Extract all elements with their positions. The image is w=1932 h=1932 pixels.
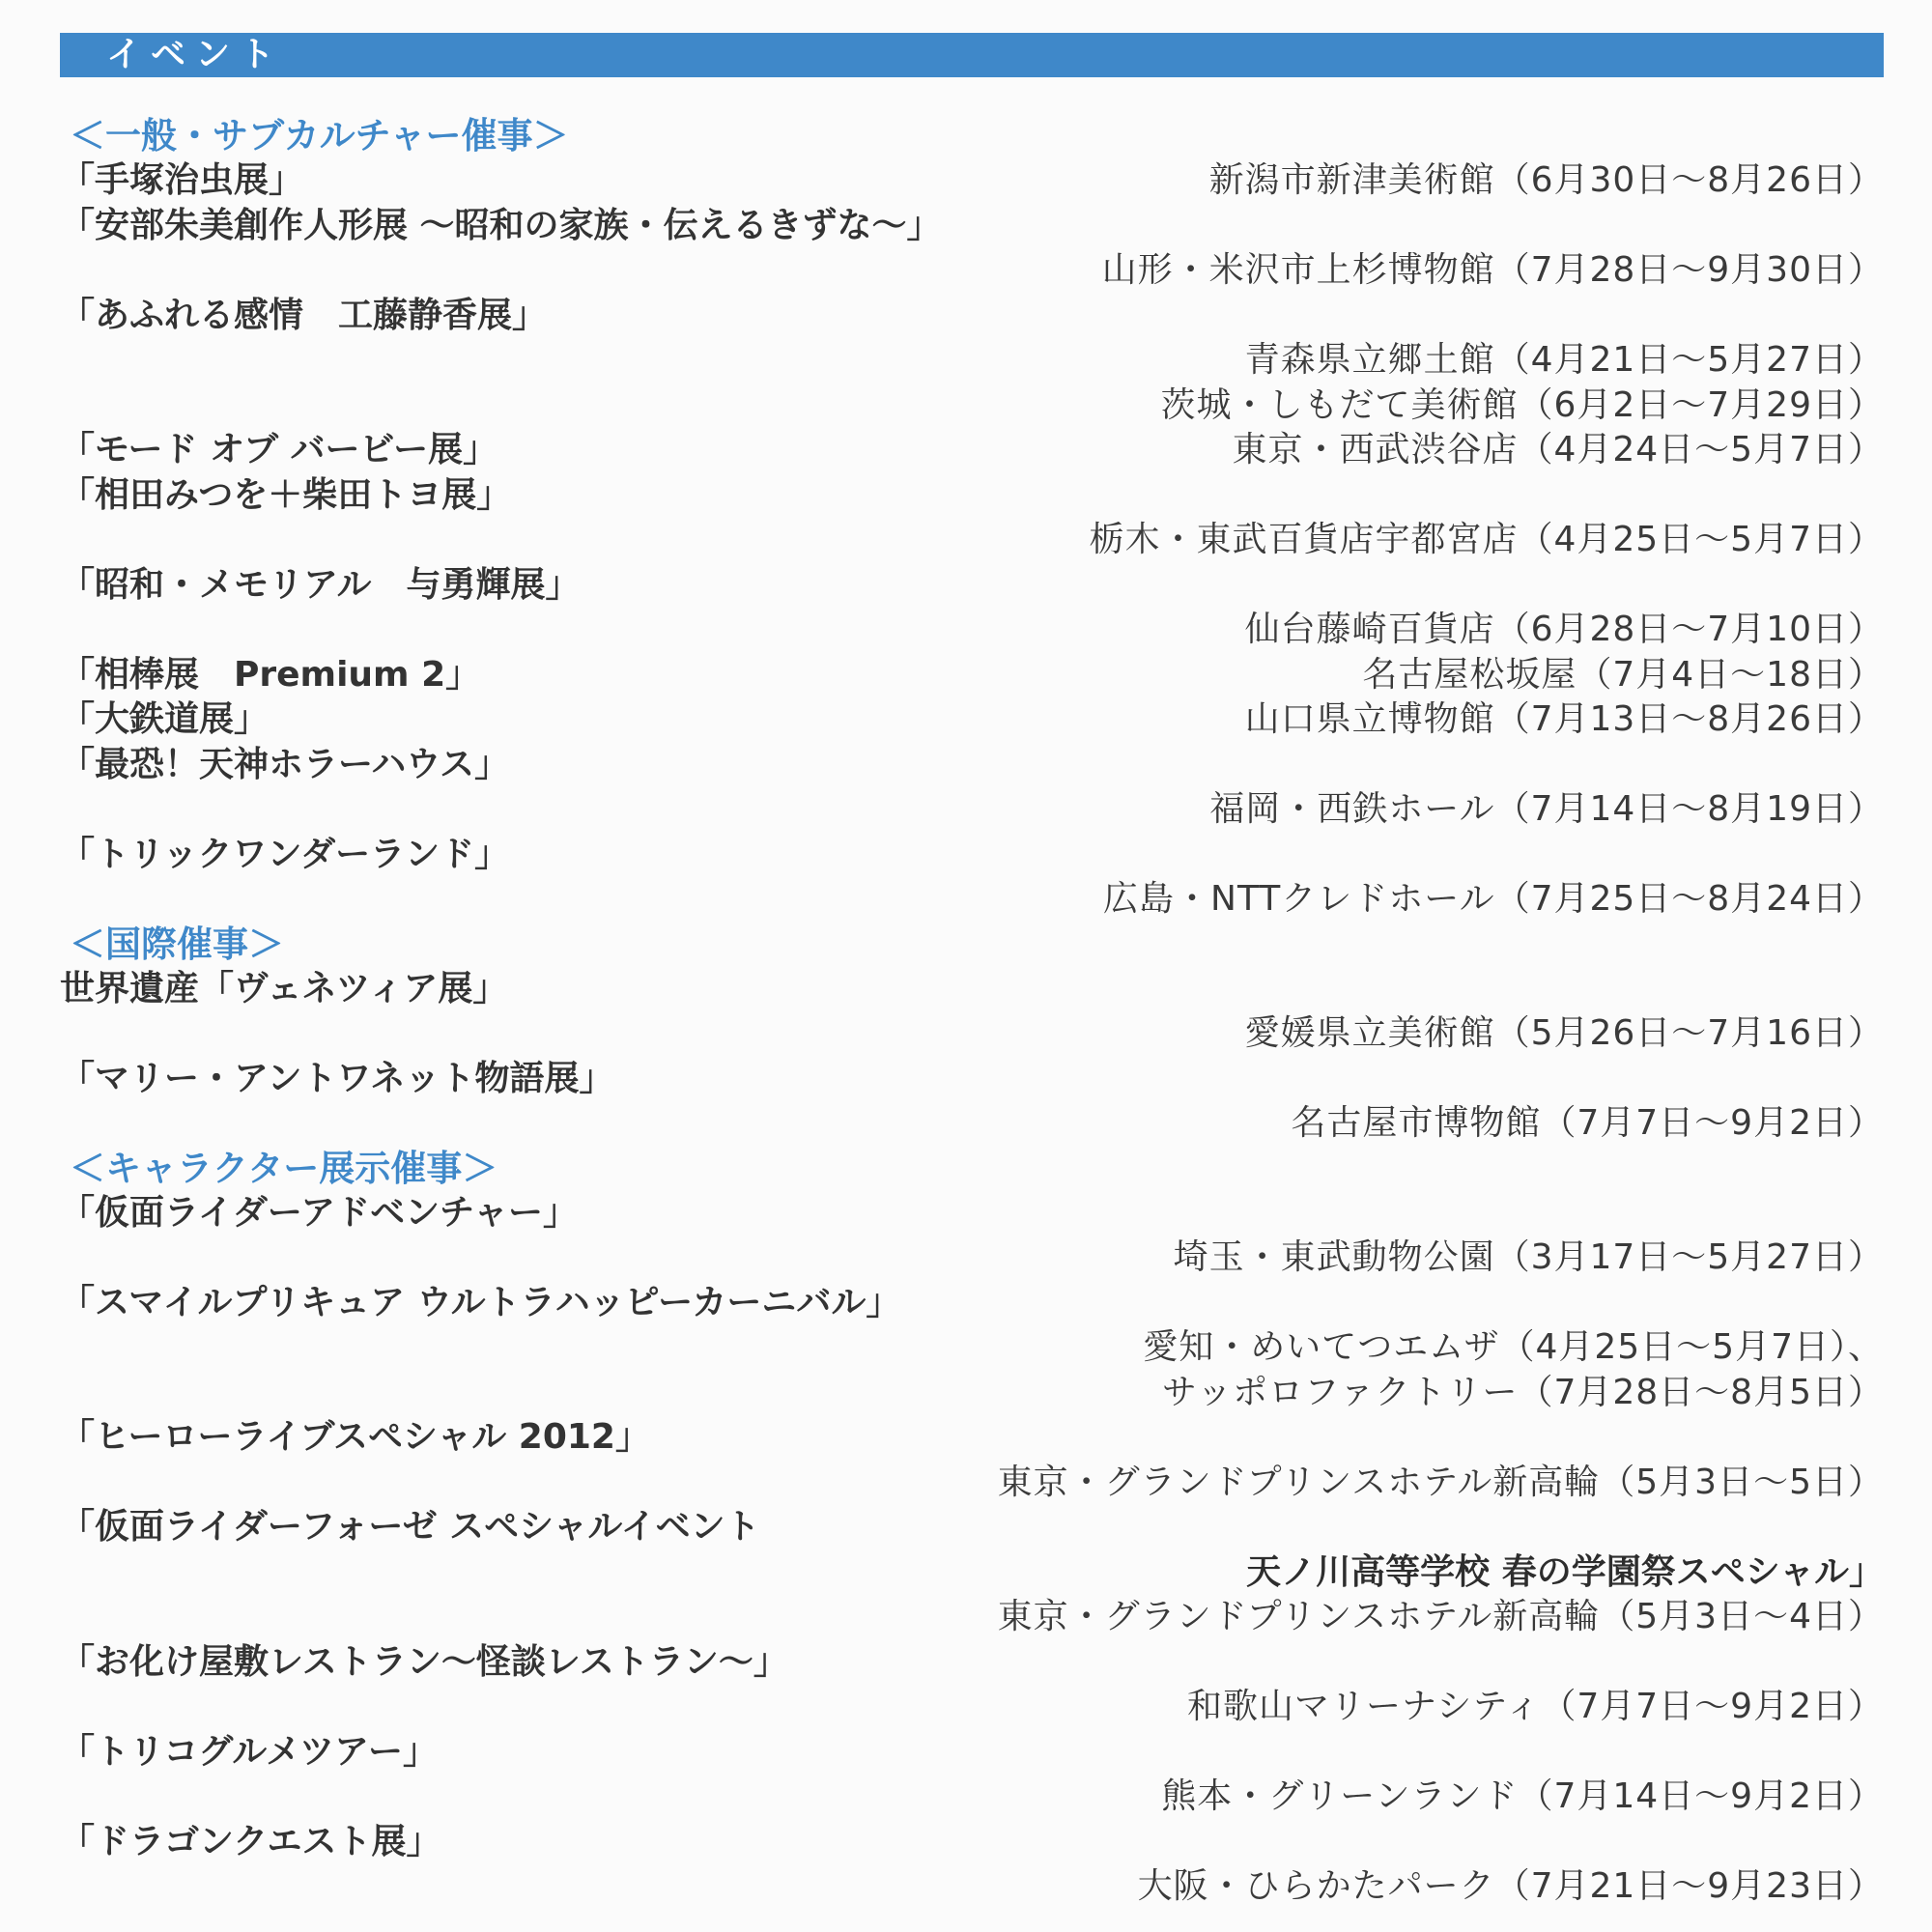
event-title: 「相棒展 Premium 2」 <box>60 654 481 695</box>
event-item <box>60 1281 1884 1416</box>
event-title: 「トリコグルメツアー」 <box>60 1731 438 1772</box>
event-item <box>60 1730 1884 1820</box>
event-item <box>60 697 1884 743</box>
event-item <box>60 1057 1884 1147</box>
event-venue: 東京・グランドプリンスホテル新高輪（5月3日〜4日） <box>997 1597 1884 1636</box>
event-venue: 東京・グランドプリンスホテル新高輪（5月3日〜5日） <box>997 1462 1884 1502</box>
event-title: 「昭和・メモリアル 与勇輝展」 <box>60 564 581 605</box>
event-title: 「モード オブ バービー展」 <box>60 430 498 469</box>
event-venue: 熊本・グリーンランド（7月14日〜9月2日） <box>1161 1776 1884 1816</box>
event-title-row <box>60 1820 1884 1865</box>
event-item <box>60 653 1884 698</box>
event-item <box>60 1820 1884 1910</box>
event-title-row <box>60 833 1884 878</box>
event-venue: 東京・西武渋谷店（4月24日〜5月7日） <box>1232 430 1884 469</box>
event-title: 「仮面ライダーフォーゼ スペシャルイベント <box>60 1507 760 1547</box>
event-item <box>60 563 1884 653</box>
event-item <box>60 1415 1884 1505</box>
event-venue: 愛知・めいてつエムザ（4月25日〜5月7日）、 <box>1143 1327 1884 1367</box>
event-item <box>60 158 1884 204</box>
event-title-continued: 天ノ川高等学校 春の学園祭スペシャル」 <box>1246 1551 1884 1592</box>
event-title-row <box>60 428 1884 473</box>
event-title: 世界遺産「ヴェネツィア展」 <box>60 968 508 1009</box>
event-title-row <box>60 697 1884 743</box>
event-title: 「手塚治虫展」 <box>60 160 304 200</box>
event-title-row <box>60 204 1884 249</box>
event-item <box>60 473 1884 563</box>
event-title: 「安部朱美創作人形展 〜昭和の家族・伝えるきずな〜」 <box>60 205 942 245</box>
event-title: 「お化け屋敷レストラン〜怪談レストラン〜」 <box>60 1641 788 1682</box>
event-venue: 山口県立博物館（7月13日〜8月26日） <box>1244 699 1884 739</box>
header-title: イベント <box>106 35 285 74</box>
event-venue: 和歌山マリーナシティ（7月7日〜9月2日） <box>1186 1687 1884 1726</box>
event-title-row <box>60 1057 1884 1102</box>
event-title: 「ヒーローライブスペシャル 2012」 <box>60 1417 650 1457</box>
section-heading: ＜国際催事＞ <box>70 923 284 965</box>
event-item <box>60 743 1884 833</box>
event-title-row <box>60 473 1884 519</box>
event-item <box>60 294 1884 429</box>
event-title: 「あふれる感情 工藤静香展」 <box>60 295 548 335</box>
event-venue: 栃木・東武百貨店宇都宮店（4月25日〜5月7日） <box>1089 520 1884 559</box>
event-venue: 仙台藤崎百貨店（6月28日〜7月10日） <box>1244 610 1884 649</box>
event-venue: 大阪・ひらかたパーク（7月21日〜9月23日） <box>1137 1866 1884 1906</box>
event-title: 「トリックワンダーランド」 <box>60 834 510 874</box>
event-venue: 青森県立郷土館（4月21日〜5月27日） <box>1244 340 1884 380</box>
event-item <box>60 204 1884 294</box>
event-title: 「ドラゴンクエスト展」 <box>60 1821 441 1861</box>
event-item <box>60 833 1884 923</box>
event-title: 「最恐！天神ホラーハウス」 <box>60 744 510 784</box>
event-title: 「スマイルプリキュア ウルトラハッピーカーニバル」 <box>60 1282 901 1322</box>
event-title-row <box>60 743 1884 788</box>
event-venue: 広島・NTTクレドホール（7月25日〜8月24日） <box>1103 879 1884 919</box>
event-title-row <box>60 1730 1884 1776</box>
event-venue: 名古屋市博物館（7月7日〜9月2日） <box>1291 1103 1884 1143</box>
event-item <box>60 428 1884 473</box>
event-list <box>60 114 1884 1910</box>
event-item <box>60 967 1884 1057</box>
event-venue: 愛媛県立美術館（5月26日〜7月16日） <box>1244 1013 1884 1053</box>
event-venue: 新潟市新津美術館（6月30日〜8月26日） <box>1208 160 1884 200</box>
event-title-row <box>60 967 1884 1012</box>
event-title-row <box>60 158 1884 204</box>
event-item <box>60 1505 1884 1640</box>
event-title-row <box>60 1281 1884 1326</box>
event-venue: 山形・米沢市上杉博物館（7月28日〜9月30日） <box>1101 250 1884 290</box>
event-title-row <box>60 294 1884 339</box>
event-title: 「マリー・アントワネット物語展」 <box>60 1058 614 1098</box>
event-title-row <box>60 1505 1884 1550</box>
event-item <box>60 1191 1884 1281</box>
event-venue: 名古屋松坂屋（7月4日〜18日） <box>1362 654 1884 695</box>
event-venue: 福岡・西鉄ホール（7月14日〜8月19日） <box>1209 789 1884 829</box>
event-title-row <box>60 1415 1884 1461</box>
event-title: 「相田みつを＋柴田トヨ展」 <box>60 474 512 515</box>
event-venue: 埼玉・東武動物公園（3月17日〜5月27日） <box>1173 1237 1884 1277</box>
event-title-row <box>60 653 1884 698</box>
section-heading: ＜一般・サブカルチャー催事＞ <box>70 115 569 156</box>
event-venue: サッポロファクトリー（7月28日〜8月5日） <box>1161 1372 1884 1412</box>
event-title: 「大鉄道展」 <box>60 699 270 739</box>
event-title-row <box>60 1191 1884 1236</box>
event-venue: 茨城・しもだて美術館（6月2日〜7月29日） <box>1160 384 1884 425</box>
section-heading: ＜キャラクター展示催事＞ <box>70 1147 498 1189</box>
event-item <box>60 1640 1884 1730</box>
event-title: 「仮面ライダーアドベンチャー」 <box>60 1192 579 1233</box>
header-bar <box>60 33 1884 77</box>
event-title-row <box>60 563 1884 609</box>
event-title-row <box>60 1640 1884 1686</box>
